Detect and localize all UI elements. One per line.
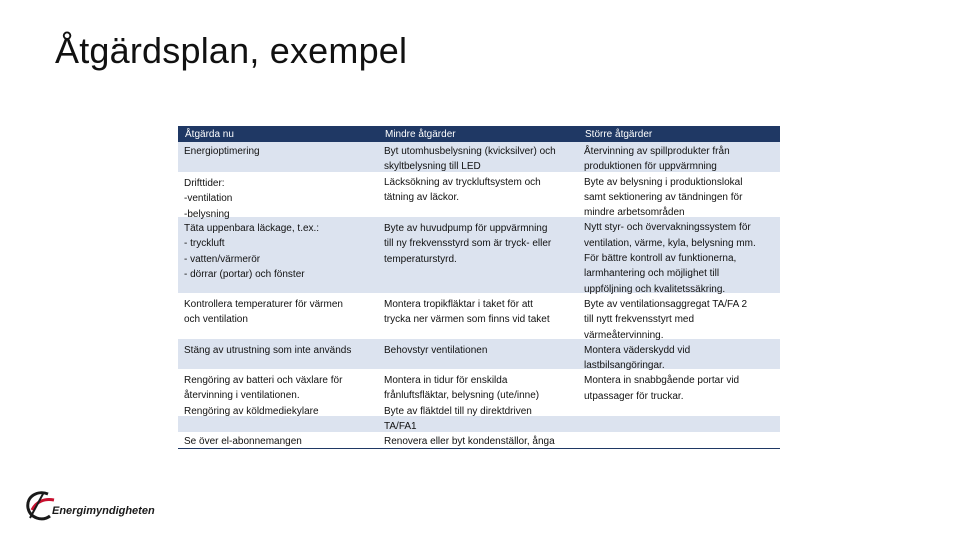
- cell-line: Läcksökning av tryckluftsystem och: [384, 176, 541, 188]
- header-mindre-atgarder: Mindre åtgärder: [385, 129, 456, 140]
- col1-row-7: [184, 434, 302, 449]
- cell-line: skyltbelysning till LED: [384, 161, 481, 173]
- cell-line: mindre arbetsområden: [584, 207, 685, 219]
- col1-row-3: [184, 221, 319, 282]
- cell-line: ventilation, värme, kyla, belysning mm.: [584, 237, 756, 249]
- col2-row-5: [384, 373, 555, 449]
- header-atgarda-nu: Åtgärda nu: [185, 129, 234, 140]
- cell-line: frånluftsfläktar, belysning (ute/inne): [384, 390, 540, 402]
- cell-line: Montera in tidur för enskilda: [384, 375, 508, 386]
- cell-line: Kontrollera temperaturer för värmen: [184, 299, 343, 310]
- cell-line: För bättre kontroll av funktionerna,: [584, 253, 737, 265]
- cell-line: och ventilation: [184, 314, 248, 326]
- col1-row-5: [184, 343, 351, 358]
- col1-row-1: [184, 144, 260, 159]
- col1-row-2: [184, 176, 232, 222]
- cell-line: Energioptimering: [184, 146, 260, 157]
- cell-line: -belysning: [184, 208, 230, 220]
- col2-row-2: [384, 221, 551, 267]
- cell-line: uppföljning och kvalitetssäkring.: [584, 283, 726, 295]
- cell-line: återvinning i ventilationen.: [184, 390, 300, 402]
- cell-line: Stäng av utrustning som inte används: [184, 345, 352, 356]
- cell-line: Montera tropikfläktar i taket för att: [384, 299, 533, 310]
- cell-line: Återvinning av spillprodukter från: [584, 146, 730, 157]
- cell-line: larmhantering och möjlighet till: [584, 268, 720, 280]
- cell-line: Drifttider:: [184, 178, 225, 189]
- cell-line: TA/FA1: [384, 420, 417, 432]
- cell-line: Täta uppenbara läckage, t.ex.:: [184, 223, 320, 234]
- col1-row-6: [184, 373, 342, 419]
- cell-line: - tryckluft: [184, 238, 225, 250]
- cell-line: trycka ner värmen som finns vid taket: [384, 314, 550, 326]
- cell-line: Se över el-abonnemangen: [184, 436, 302, 447]
- cell-line: Nytt styr- och övervakningssystem för: [584, 222, 751, 234]
- cell-line: - dörrar (portar) och fönster: [184, 268, 305, 280]
- cell-line: Montera väderskydd vid: [584, 344, 691, 356]
- cell-line: Montera in snabbgående portar vid: [584, 375, 740, 387]
- cell-line: -ventilation: [184, 193, 233, 205]
- cell-line: utpassager för truckar.: [584, 390, 684, 402]
- col3-text: [584, 144, 756, 404]
- cell-line: Byte av fläktdel till ny direktdriven: [384, 405, 532, 417]
- col2-row-4: [384, 343, 487, 358]
- cell-line: Byte av huvudpump för uppvärmning: [384, 223, 548, 234]
- logo-text: Energimyndigheten: [52, 505, 155, 517]
- cell-line: Rengöring av köldmediekylare: [184, 405, 319, 417]
- cell-line: produktionen för uppvärmning: [584, 161, 717, 173]
- col2-row-1: [384, 144, 556, 205]
- header-storre-atgarder: Större åtgärder: [585, 129, 653, 140]
- slide-title: Åtgärdsplan, exempel: [55, 30, 408, 71]
- cell-line: temperaturstyrd.: [384, 253, 457, 265]
- cell-line: Renovera eller byt kondenställor, ånga: [384, 436, 555, 448]
- cell-line: Rengöring av batteri och växlare för: [184, 375, 343, 386]
- cell-line: lastbilsangöringar.: [584, 360, 665, 372]
- col1-row-4: [184, 297, 343, 328]
- table-header-row: [178, 126, 780, 142]
- cell-line: till nytt frekvensstyrt med: [584, 314, 695, 326]
- col2-row-3: [384, 297, 550, 328]
- cell-line: Byte av ventilationsaggregat TA/FA 2: [584, 298, 748, 310]
- cell-line: - vatten/värmerör: [184, 253, 261, 265]
- action-plan-table: [178, 126, 780, 449]
- cell-line: tätning av läckor.: [384, 191, 460, 203]
- cell-line: Behovstyr ventilationen: [384, 345, 488, 356]
- cell-line: till ny frekvensstyrd som är tryck- eller: [384, 238, 552, 250]
- cell-line: Byte av belysning i produktionslokal: [584, 176, 743, 188]
- cell-line: värmeåtervinning.: [584, 329, 664, 341]
- cell-line: samt sektionering av tändningen för: [584, 191, 743, 203]
- cell-line: Byt utomhusbelysning (kvicksilver) och: [384, 146, 556, 157]
